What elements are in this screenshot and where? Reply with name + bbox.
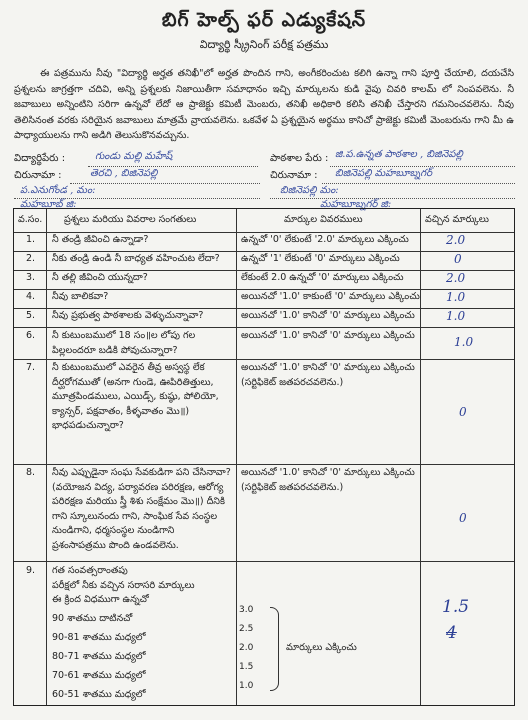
- instruction-line: వరకు సరియైన జవాబులు మాత్రమే వ్రాయవలెను. ఒకవేళ ఏ ప్రశ్నయైన అర్థము కానిచో ప్రాజెక్టు కమిటీ మెంబరును గాని మీ ఉ: [57, 114, 514, 126]
- row-question: నీకు తండ్రి ఉండి నీ బాధ్యత వహించుట లేదా?: [52, 253, 220, 264]
- row-question-line: క్యాన్సర్, పక్షవాతం, కీళ్ళవాతం మొ॥): [52, 405, 190, 417]
- range-brace: [270, 607, 279, 691]
- row-score[interactable]: 2.0: [446, 271, 466, 285]
- row-question-line: నీవు ఎప్పుడైనా సంఘ సేవకుడిగా పని చేసినావా?: [52, 467, 231, 478]
- row-score[interactable]: 1.5: [442, 597, 470, 617]
- row-question-line: దీర్ఘరోగముతో (అనగా గుండె, ఊపిరితిత్తులు,: [52, 376, 214, 388]
- school-address-line: [270, 198, 515, 199]
- row-question-line: నీ కుటుంబములో 18 సం॥ల లోపు గల: [52, 330, 196, 341]
- row-marks-line: (సర్టిఫికెట్ జతపరచవలెను.): [241, 376, 344, 388]
- row-marks-rule: అయినచో '1.0' కాకుంటే '0' మార్కులు ఎక్కించు: [241, 291, 420, 302]
- row-question-line: గత సంవత్సరాంతపు: [52, 565, 128, 576]
- form-title: బిగ్ హెల్ప్ ఫర్ ఎడ్యుకేషన్: [161, 9, 367, 31]
- row-marks-rule: ఉన్నచో '1' లేకుంటే '0' మార్కులు ఎక్కించు: [241, 253, 400, 264]
- header-marks-scored: వచ్చిన మార్కులు: [425, 214, 489, 225]
- row-question: [52, 564, 195, 608]
- row-question-line: ప్రశంసాపత్రము పొంది ఉండవలెను.: [52, 539, 179, 551]
- header-question: ప్రశ్నలు మరియు వివరాల సంగతులు: [64, 214, 197, 225]
- student-name-label: విద్యార్థిపేరు :: [14, 153, 66, 164]
- row-number: 9.: [26, 565, 36, 576]
- range-mark: 3.0: [239, 605, 254, 615]
- row-number: 1.: [26, 234, 36, 245]
- range-mark: 1.0: [239, 681, 254, 691]
- student-address-value[interactable]: తెరచి , బిజినెపల్లి: [90, 168, 158, 179]
- instruction-line: అన్నింటిని సరిగా ఉన్నవో లేదో ఆ ప్రాజెక్టు కమిటీ మెంబరు, తనిఖీ అధికారి కలిసి తనిఖీ చేస్తారని గమనించవలెను. నీవు తెలిసినంత: [14, 99, 514, 126]
- range-mark: 2.5: [239, 624, 254, 634]
- school-name-value[interactable]: జి.ప.ఉన్నత పాఠశాల , బిజినెపల్లి: [335, 149, 463, 160]
- row-number: 6.: [26, 330, 36, 341]
- row-question-line: పిల్లలందరూ బడికి పోవుచున్నారా?: [52, 344, 178, 356]
- percentage-ranges: [52, 609, 146, 704]
- header-serial: వ.సం.: [18, 214, 43, 225]
- row-score[interactable]: 2.0: [446, 233, 466, 247]
- school-address-label: చిరునామా :: [270, 170, 318, 181]
- row-number: 3.: [26, 272, 36, 283]
- range-item: 70-61 శాతము మధ్యలో: [52, 670, 146, 681]
- instructions-paragraph: [14, 66, 514, 144]
- instruction-line: ఈ పత్రమును నీవు "విద్యార్థి అర్హత తనిఖీ"లో అర్హత పొందిన గాని, అంగీకరించుట కలిగి ఉన్నా గాని పూర్తి చేయాలి, దయచేసి ప్రశ్నలను జాగ్రత్తగా చదివి, అన్ని ప్రశ్నలకు నిజాయితీగా సమాధానం ఇచ్చి మార్కులను కుడి వైపు చివరి కాలమ్ లో నింపవలెను. నీ జవాబులు: [14, 68, 514, 110]
- school-address-value[interactable]: మహబూబ్నగర్ జి:: [320, 199, 392, 210]
- range-mark: 2.0: [239, 643, 254, 653]
- row-marks-rule: ఉన్నచో '0' లేకుంటే '2.0' మార్కులు ఎక్కించు: [241, 234, 409, 245]
- row-question-line: గాని స్కూలునందు గాని, సాంఘిక సేవ సంస్థల: [52, 510, 218, 522]
- row-score[interactable]: 0: [459, 511, 467, 525]
- row-score[interactable]: 0: [454, 252, 462, 266]
- range-item: 90 శాతము దాటినచో: [52, 613, 133, 624]
- row-score[interactable]: 0: [459, 405, 467, 419]
- school-address-line: [322, 183, 515, 184]
- row-marks-line: అయినచో '1.0' కానిచో '0' మార్కులు ఎక్కించు: [241, 467, 415, 478]
- row-marks-line: (సర్టిఫికెట్ జతపరచవలెను.): [241, 481, 344, 493]
- row-question-line: (వయోజన విద్య, పర్యావరణ పరిరక్షణ, ఆరోగ్య: [52, 481, 224, 493]
- row-marks-rule: [241, 361, 415, 390]
- student-address-label: చిరునామా :: [14, 170, 62, 181]
- header-marks-details: మార్కుల వివరములు: [284, 214, 363, 225]
- row-marks-rule: లేకుంటే 2.0 ఉన్నచో '0' మార్కులు ఎక్కించు: [241, 272, 404, 283]
- row-number: 8.: [26, 467, 36, 478]
- student-address-line: [70, 183, 260, 184]
- row-question: [52, 329, 195, 358]
- row-score[interactable]: 1.0: [454, 335, 474, 349]
- row-number: 2.: [26, 253, 36, 264]
- student-name-value[interactable]: గుండు మల్లి మహేష్: [95, 151, 173, 162]
- row-score[interactable]: 1.0: [446, 309, 466, 323]
- school-name-label: పాఠశాల పేరు :: [270, 153, 329, 164]
- row-question-line: ఈ క్రింద విధముగా ఉన్నచో: [52, 594, 149, 605]
- form-subtitle: విద్యార్థి స్క్రీనింగ్ పరీక్ష పత్రము: [199, 38, 329, 51]
- row-question: [52, 361, 219, 434]
- row-question-line: పరీక్షలో నీకు వచ్చిన సరాసరి మార్కులు: [52, 579, 195, 591]
- school-address-value[interactable]: బిజినెపల్లి మహబూబ్నగర్: [335, 168, 433, 179]
- student-address-value[interactable]: మహబూబ్ జి:: [20, 199, 77, 210]
- range-item: 80-71 శాతము మధ్యలో: [52, 651, 146, 662]
- row-number: 5.: [26, 310, 36, 321]
- row-question-line: భాధపడుచున్నారా?: [52, 420, 124, 431]
- row-marks-line: అయినచో '1.0' కానిచో '0' మార్కులు ఎక్కించు: [241, 362, 415, 373]
- row-question-line: నీ కుటుంబములో ఎవరైన తీవ్ర అస్వస్థ లేక: [52, 362, 205, 373]
- row-marks-rule: అయినచో '1.0' కానిచో '0' మార్కులు ఎక్కించు: [241, 310, 415, 321]
- row-question: నీవు బాలికవా?: [52, 291, 109, 302]
- range-item: 90-81 శాతము మధ్యలో: [52, 632, 146, 643]
- struck-score: 4: [446, 623, 457, 643]
- row-question: నీ తండ్రి జీవించి ఉన్నాడా?: [52, 234, 149, 245]
- row-marks-rule: అయినచో '1.0' కానిచో '0' మార్కులు ఎక్కించు: [241, 330, 415, 341]
- row-question: నీవు ప్రభుత్వ పాఠశాలకు వెళ్ళుచున్నావా?: [52, 310, 204, 321]
- row-question-line: నుండిగాని, ధర్మసంస్థల నుండిగాని: [52, 525, 175, 536]
- school-address-value[interactable]: బిజినెపల్లి మం:: [280, 185, 339, 196]
- row-number: 7.: [26, 362, 36, 373]
- student-address-value[interactable]: ప.ఎనుగోండ , మం:: [20, 185, 96, 196]
- instruction-line: పాధ్యాయులను గాని అడిగి తెలుసుకొనవచ్చును.: [14, 130, 190, 141]
- range-item: 60-51 శాతము మధ్యలో: [52, 689, 146, 700]
- row-question-line: పరిరక్షణ మరియు స్త్రీ శిశు సంక్షేమం మొ॥) దీనికి: [52, 496, 225, 507]
- row-number: 4.: [26, 291, 36, 302]
- range-marks-scale: [239, 601, 253, 696]
- range-note: మార్కులు ఎక్కించు: [286, 642, 357, 653]
- screening-table: [13, 208, 515, 706]
- row-marks-rule: [241, 466, 415, 495]
- row-question-line: మూత్రపిండములు, ఎయిడ్స్, కుష్ఠు, పోలియో,: [52, 391, 219, 402]
- range-mark: 1.5: [239, 662, 254, 672]
- row-question: నీ తల్లి జీవించి యున్నదా?: [52, 272, 148, 283]
- row-question: [52, 466, 231, 553]
- row-score[interactable]: 1.0: [446, 290, 466, 304]
